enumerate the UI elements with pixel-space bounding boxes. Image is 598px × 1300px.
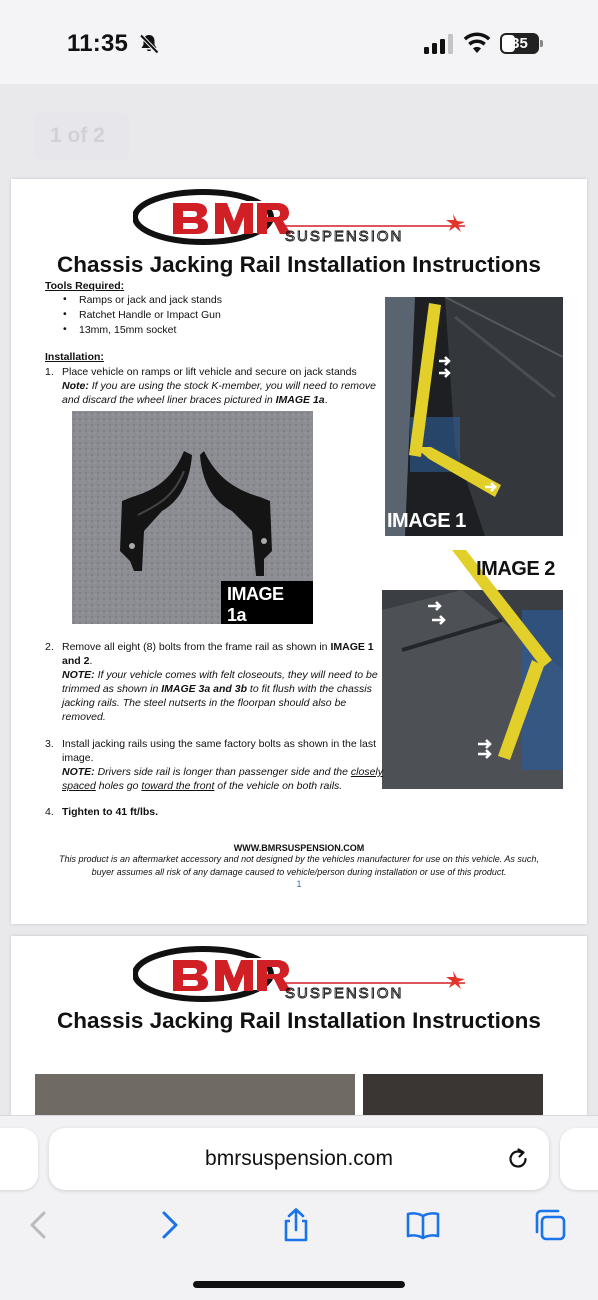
page-number: 1 [296,879,302,889]
svg-text:SUSPENSION: SUSPENSION [285,985,404,1002]
disclaimer: This product is an aftermarket accessory and not designed by the vehicles manufacturer for use on this vehicle. As such, buyer assumes all risk of any damage caused to vehicle/person during installation or use of this product. [59,854,539,877]
pdf-page-2 [11,936,587,1136]
tabs-icon[interactable] [533,1208,567,1242]
list-item: • Ratchet Handle or Impact Gun [63,309,222,324]
status-bar [0,0,598,84]
address-url: bmrsuspension.com [205,1147,393,1170]
bmr-suspension-logo [133,946,473,1002]
cellular-signal-icon [423,34,455,54]
next-tab[interactable] [560,1128,598,1190]
installation-heading: Installation: [45,351,104,363]
battery-indicator: 35 [500,33,544,55]
image-1a-label: IMAGE 1a [221,581,313,624]
address-bar[interactable] [49,1128,549,1190]
browser-toolbar [0,1115,598,1300]
image-2-label: IMAGE 2 [476,558,555,580]
bookmarks-icon[interactable] [406,1208,440,1242]
bell-slash-icon [138,33,160,55]
image-1-label: IMAGE 1 [387,510,466,532]
list-item: • Ramps or jack and jack stands [63,294,222,309]
image-2-photo [382,550,563,789]
bmr-suspension-logo [133,189,473,245]
tools-list [63,294,222,339]
website-url: WWW.BMRSUSPENSION.COM [233,843,365,853]
tools-heading: Tools Required: [45,280,125,292]
forward-icon[interactable] [152,1208,186,1242]
list-item: • 13mm, 15mm socket [63,324,222,339]
previous-tab[interactable] [0,1128,38,1190]
back-icon[interactable] [22,1208,56,1242]
document-title: Chassis Jacking Rail Installation Instructions [57,252,541,277]
image-1-photo [385,297,563,536]
reload-icon[interactable] [505,1146,531,1172]
document-title: Chassis Jacking Rail Installation Instructions [57,1008,541,1033]
home-indicator [193,1281,405,1288]
svg-text:SUSPENSION: SUSPENSION [285,228,404,245]
wifi-icon [463,32,491,54]
image-1a-photo [72,411,313,624]
pdf-page-1: SUSPENSION Chassis Jacking Rail Installation Instructions Tools Required: • Ramps or jack and jack stands • Ratchet Handle or Impact Gun • 13mm, 15mm socket Installation: 1. Place vehicle on ramps or lift vehicle and secure on jack stands Note: If you are using the stock K-member, you will need to remove and discard the wheel liner braces pictured in IMAGE 1a. IMAGE 1a IMAGE 1 IMAGE 2 2. Remove all eight (8) bolts from the frame rail as shown in IMAGE 1 and 2. NOTE: If your vehicle comes with felt closeouts, they will need to be trimmed as shown in IMAGE 3a and 3b to fit flush with the chassis jacking rails. The steel nutserts in the floorpan should also be removed. 3. Install jacking rails using the same factory bolts as shown in the last image. NOTE: Drivers side rail is longer than passenger side and the closely spaced holes go toward the front of the vehicle on both rails. 4. Tighten to 41 ft/lbs. WWW.BMRSUSPENSION.COM This product is an aftermarket accessory and not designed by the vehicles manufacturer for use on this vehicle. As such, buyer assumes all risk of any damage caused to vehicle/person during installation or use of this product. 1 [11,179,587,924]
clock: 11:35 [67,30,129,57]
page-indicator: 1 of 2 [34,112,130,160]
share-icon[interactable] [279,1208,313,1242]
